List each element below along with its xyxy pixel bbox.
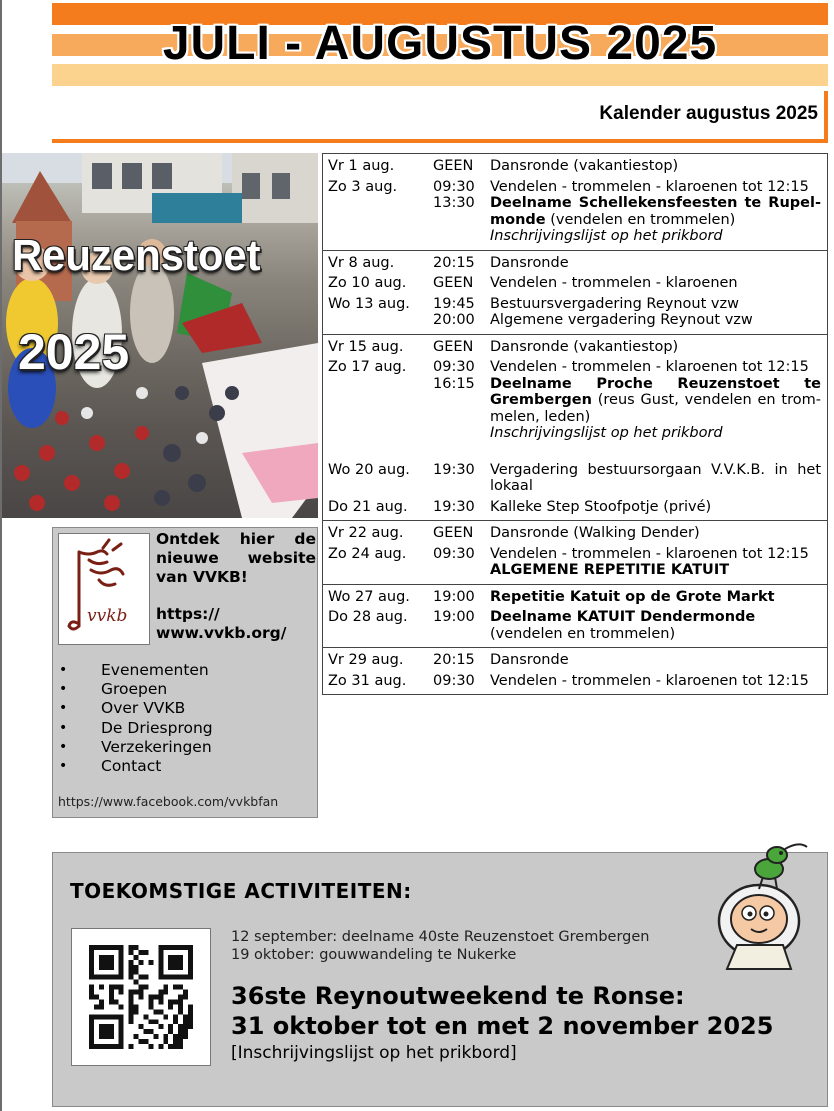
calendar-activity xyxy=(490,359,827,442)
calendar-time: GEEN xyxy=(433,338,474,355)
vvkb-logo-icon xyxy=(59,534,149,644)
calendar-date: Zo 17 aug. xyxy=(328,359,407,375)
activity-line xyxy=(490,589,821,606)
calendar-date: Do 21 aug. xyxy=(328,498,408,515)
calendar-time: 09:30 xyxy=(433,359,475,375)
calendar-activity xyxy=(490,275,827,292)
calendar-row xyxy=(323,271,827,292)
reynoutweekend-highlight xyxy=(231,981,773,1041)
calendar-week-group xyxy=(322,520,828,584)
calendar-heading-box xyxy=(52,91,828,143)
calendar-date: Wo 27 aug. xyxy=(328,588,410,605)
calendar-activity xyxy=(490,609,827,642)
calendar-week-group xyxy=(322,647,828,695)
activity-line xyxy=(490,228,821,245)
calendar-row xyxy=(323,251,827,272)
activity-text: Vendelen - trommelen - klaroenen tot 12:15 xyxy=(490,359,809,375)
calendar-time: 19:45 xyxy=(433,295,475,312)
activity-line xyxy=(490,562,821,579)
calendar-date: Wo 13 aug. xyxy=(328,295,410,312)
calendar-times xyxy=(433,446,490,458)
calendar-time: 20:15 xyxy=(433,652,475,668)
calendar-week-group xyxy=(322,153,828,250)
calendar-heading: Kalender augustus 2025 xyxy=(599,103,818,124)
calendar-times xyxy=(433,589,490,606)
activity-text: Dansronde xyxy=(490,254,569,271)
calendar-time: 16:15 xyxy=(433,375,475,392)
calendar-time: GEEN xyxy=(433,275,474,291)
calendar-activity xyxy=(490,525,827,542)
calendar-date: Vr 1 aug. xyxy=(328,158,395,174)
calendar-times xyxy=(433,339,490,356)
calendar-row xyxy=(323,175,827,250)
photo-title-line2: 2025 xyxy=(18,324,130,380)
calendar-time: 19:00 xyxy=(433,588,475,605)
calendar-times xyxy=(433,673,490,690)
vvkb-logo xyxy=(58,533,150,645)
calendar-row xyxy=(323,154,827,175)
menu-item-de-driesprong[interactable]: • De Driesprong xyxy=(57,719,213,738)
activity-line xyxy=(490,652,821,669)
calendar-times xyxy=(433,546,490,579)
activity-text: Vendelen - trommelen - klaroenen tot 12:15 xyxy=(490,672,809,689)
activity-text: Algemene vergadering Reynout vzw xyxy=(490,312,753,328)
calendar-row xyxy=(323,585,827,606)
qr-code xyxy=(71,928,211,1066)
calendar-time: 19:00 xyxy=(433,609,475,625)
activity-text: Vendelen - trommelen - klaroenen tot 12:15 xyxy=(490,178,809,195)
calendar-time: 19:30 xyxy=(433,461,475,478)
signup-note: [Inschrijvingslijst op het prikbord] xyxy=(231,1043,517,1063)
calendar-time: 13:30 xyxy=(433,195,475,211)
activity-line xyxy=(490,255,821,272)
activity-line xyxy=(490,376,821,426)
calendar-time: 19:30 xyxy=(433,498,475,515)
calendar-times xyxy=(433,525,490,542)
calendar-times xyxy=(433,275,490,292)
activity-line xyxy=(490,359,821,376)
calendar-activity xyxy=(490,158,827,175)
calendar-date: Zo 24 aug. xyxy=(328,545,407,562)
activity-bold-text: Deelname Schellekensfeesten te Rupel-monde xyxy=(490,195,821,228)
activity-text: Dansronde (Walking Dender) xyxy=(490,525,700,541)
menu-item-groepen[interactable]: • Groepen xyxy=(57,680,213,699)
activity-text: (vendelen en trommelen) xyxy=(545,211,736,228)
calendar-time: 20:00 xyxy=(433,312,475,328)
qr-code-icon xyxy=(88,945,194,1049)
calendar-activity xyxy=(490,179,827,245)
activity-line xyxy=(490,339,821,356)
website-menu-list xyxy=(57,661,213,776)
calendar-date xyxy=(323,446,433,458)
calendar-time: GEEN xyxy=(433,158,474,174)
activity-text: Dansronde (vakantiestop) xyxy=(490,338,679,355)
calendar-row xyxy=(323,292,827,334)
calendar-row xyxy=(323,458,827,495)
calendar-table xyxy=(322,153,828,695)
menu-item-contact[interactable]: • Contact xyxy=(57,757,213,776)
activity-line xyxy=(490,195,821,228)
calendar-row xyxy=(323,335,827,356)
activity-line xyxy=(490,179,821,196)
astronaut-mascot-icon xyxy=(707,833,817,973)
activity-line xyxy=(490,525,821,542)
activity-line xyxy=(490,546,821,563)
calendar-date: Vr 29 aug. xyxy=(328,652,404,668)
calendar-time: 20:15 xyxy=(433,254,475,271)
activity-text: Kalleke Step Stoofpotje (privé) xyxy=(490,498,712,515)
calendar-date: Vr 22 aug. xyxy=(328,525,404,541)
activity-line xyxy=(490,462,821,495)
facebook-link[interactable]: https://www.facebook.com/vvkbfan xyxy=(58,794,279,809)
activity-line xyxy=(490,609,821,626)
calendar-row xyxy=(323,542,827,584)
calendar-time: 09:30 xyxy=(433,672,475,689)
calendar-row xyxy=(323,442,827,458)
website-link[interactable]: https:// www.vvkb.org/ xyxy=(156,605,287,642)
activity-line xyxy=(490,312,821,329)
calendar-date: Do 28 aug. xyxy=(328,609,408,625)
activity-text: Bestuursvergadering Reynout vzw xyxy=(490,295,739,312)
calendar-row xyxy=(323,648,827,669)
calendar-date: Wo 20 aug. xyxy=(328,461,410,478)
photo-title-line1: Reuzenstoet xyxy=(12,231,261,280)
activity-line xyxy=(490,626,821,643)
activity-text: Dansronde (vakantiestop) xyxy=(490,158,679,174)
activity-text: Vergadering bestuursorgaan V.V.K.B. in het lokaal xyxy=(490,461,821,494)
calendar-week-group xyxy=(322,250,828,334)
highlight-line-1: 36ste Reynoutweekend te Ronse: xyxy=(231,982,685,1010)
calendar-time: 09:30 xyxy=(433,545,475,562)
calendar-activity xyxy=(490,296,827,329)
calendar-times xyxy=(433,158,490,175)
page-title: JULI - AUGUSTUS 2025 xyxy=(162,17,718,70)
menu-item-evenementen[interactable]: • Evenementen xyxy=(57,661,213,680)
calendar-row xyxy=(323,605,827,647)
activity-text: Vendelen - trommelen - klaroenen xyxy=(490,275,738,291)
activity-text: Inschrijvingslijst op het prikbord xyxy=(490,425,723,441)
calendar-activity xyxy=(490,673,827,690)
activity-line xyxy=(490,499,821,516)
calendar-week-group xyxy=(322,334,828,521)
website-promo-text: Ontdek hier de nieuwe website van VVKB! xyxy=(156,530,316,586)
calendar-times xyxy=(433,499,490,516)
calendar-row xyxy=(323,521,827,542)
future-item-2: 19 oktober: gouwwandeling te Nukerke xyxy=(231,946,517,963)
menu-item-verzekeringen[interactable]: • Verzekeringen xyxy=(57,738,213,757)
calendar-week-group xyxy=(322,584,828,648)
calendar-times xyxy=(433,462,490,495)
activity-bold-text: Deelname Proche Reuzenstoet te Grembergen xyxy=(490,375,821,408)
calendar-activity xyxy=(490,652,827,669)
activity-text: Vendelen - trommelen - klaroenen tot 12:15 xyxy=(490,545,809,562)
calendar-activity xyxy=(490,255,827,272)
activity-text: (vendelen en trommelen) xyxy=(490,625,676,642)
future-activities-box xyxy=(52,852,828,1107)
activity-text: (reus Gust, vendelen en trom-melen, leden) xyxy=(490,392,821,425)
calendar-times xyxy=(433,359,490,442)
future-list xyxy=(231,929,649,964)
calendar-activity xyxy=(490,546,827,579)
calendar-times xyxy=(433,255,490,272)
activity-line xyxy=(490,425,821,442)
calendar-times xyxy=(433,296,490,329)
calendar-date: Vr 8 aug. xyxy=(328,254,395,271)
calendar-activity xyxy=(490,446,827,458)
calendar-row xyxy=(323,495,827,521)
calendar-date: Zo 10 aug. xyxy=(328,275,407,291)
activity-line xyxy=(490,296,821,313)
menu-item-over-vvkb[interactable]: • Over VVKB xyxy=(57,699,213,718)
activity-line xyxy=(490,673,821,690)
future-heading: TOEKOMSTIGE ACTIVITEITEN: xyxy=(70,879,412,903)
future-item-1: 12 september: deelname 40ste Reuzenstoet Grembergen xyxy=(231,929,650,945)
calendar-date: Zo 3 aug. xyxy=(328,178,398,195)
calendar-activity xyxy=(490,462,827,495)
vvkb-website-box xyxy=(52,527,318,818)
activity-bold-text: Repetitie Katuit op de Grote Markt xyxy=(490,588,775,605)
calendar-row xyxy=(323,669,827,695)
calendar-row xyxy=(323,355,827,442)
vvkb-logo-text: vvkb xyxy=(87,606,128,626)
calendar-activity xyxy=(490,339,827,356)
highlight-line-2: 31 oktober tot en met 2 november 2025 xyxy=(231,1012,774,1040)
activity-text: Inschrijvingslijst op het prikbord xyxy=(490,228,723,244)
calendar-times xyxy=(433,179,490,245)
calendar-activity xyxy=(490,589,827,606)
activity-bold-text: ALGEMENE REPETITIE KATUIT xyxy=(490,562,730,578)
calendar-activity xyxy=(490,499,827,516)
calendar-times xyxy=(433,609,490,642)
activity-line xyxy=(490,275,821,292)
activity-bold-text: Deelname KATUIT Dendermonde xyxy=(490,609,756,625)
activity-line xyxy=(490,158,821,175)
reuzenstoet-photo xyxy=(2,153,318,518)
calendar-time: 09:30 xyxy=(433,178,475,195)
calendar-time: GEEN xyxy=(433,525,474,541)
calendar-date: Zo 31 aug. xyxy=(328,672,407,689)
calendar-times xyxy=(433,652,490,669)
calendar-date: Vr 15 aug. xyxy=(328,338,404,355)
activity-text: Dansronde xyxy=(490,652,569,668)
